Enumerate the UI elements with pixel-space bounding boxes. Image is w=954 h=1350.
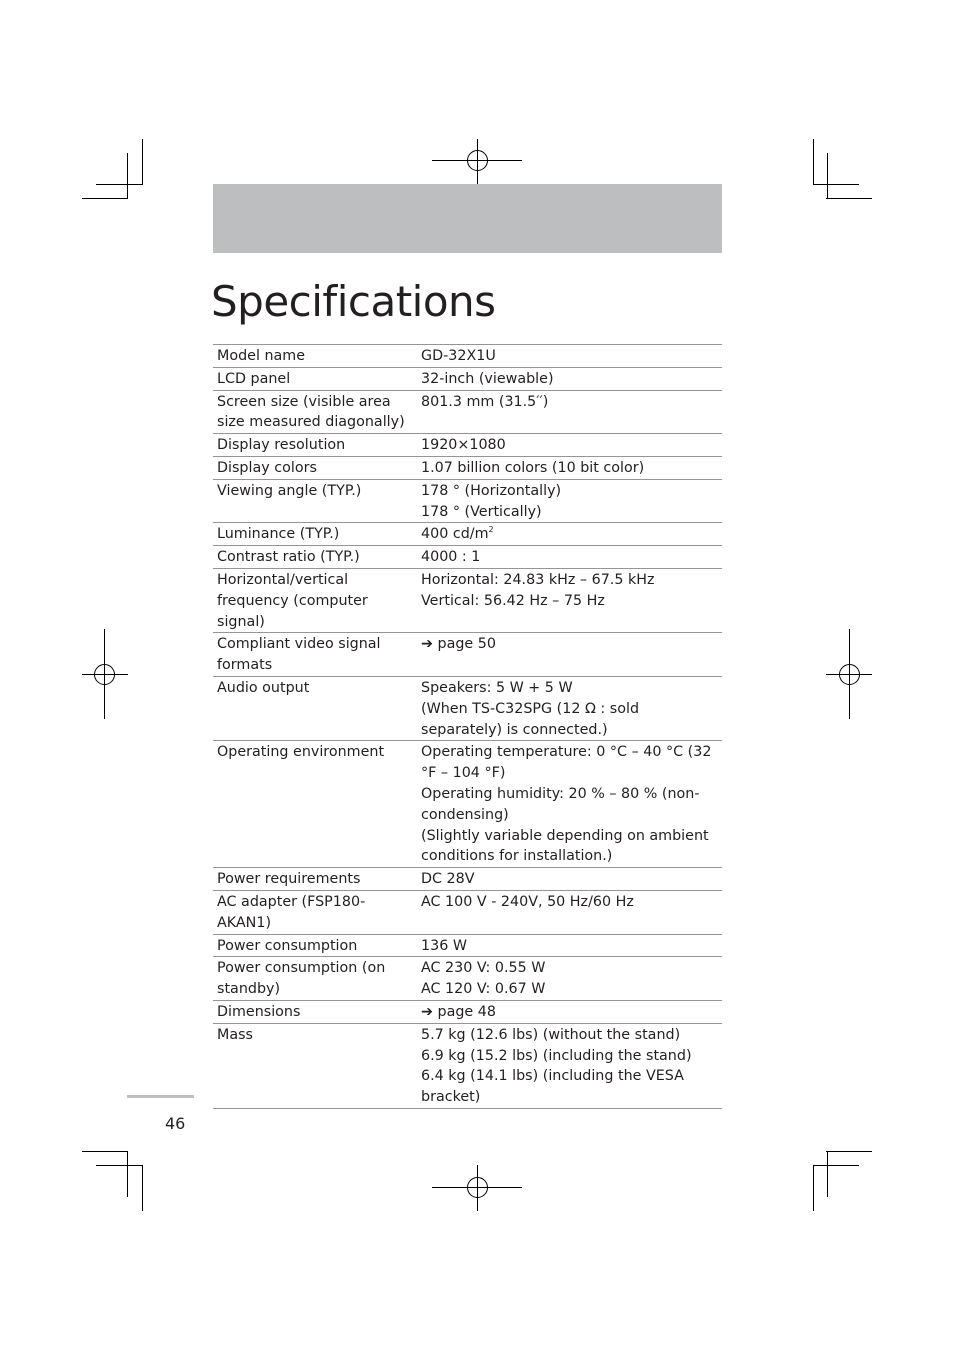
- crop-mark: [82, 198, 128, 199]
- spec-label: Audio output: [217, 679, 310, 696]
- spec-value-line: [421, 634, 718, 655]
- spec-value-text: DC 28V: [421, 871, 475, 888]
- spec-value: [417, 523, 722, 546]
- spec-value-line: [421, 502, 718, 523]
- registration-circle: [839, 664, 860, 685]
- specifications-table: [213, 344, 722, 1109]
- crop-mark: [813, 184, 859, 185]
- table-row: [213, 676, 722, 740]
- spec-value-text: (When TS-C32SPG (12 Ω : sold separately) is connected.): [421, 700, 640, 738]
- spec-value-line: [421, 1025, 718, 1046]
- crop-mark: [813, 139, 814, 185]
- spec-value-line: [421, 369, 718, 390]
- spec-value: [417, 434, 722, 457]
- spec-value: [417, 676, 722, 740]
- spec-value-line: [421, 936, 718, 957]
- spec-value: [417, 546, 722, 569]
- spec-value: [417, 568, 722, 632]
- registration-circle: [467, 150, 488, 171]
- spec-label: Power requirements: [217, 871, 361, 888]
- spec-value-text: 32-inch (viewable): [421, 370, 554, 387]
- spec-value-line: [421, 958, 718, 979]
- spec-value-text: AC 120 V: 0.67 W: [421, 981, 546, 998]
- page-number-rule: [127, 1095, 194, 1098]
- spec-label: Model name: [217, 348, 306, 364]
- spec-value: [417, 390, 722, 434]
- spec-value-text: Vertical: 56.42 Hz – 75 Hz: [421, 592, 605, 609]
- spec-value-text: AC 230 V: 0.55 W: [421, 960, 546, 977]
- spec-value: [417, 868, 722, 891]
- table-row: [213, 868, 722, 891]
- spec-label: Horizontal/vertical frequency (computer signal): [217, 571, 368, 630]
- spec-value: [417, 1000, 722, 1023]
- spec-value-line: [421, 678, 718, 699]
- table-row: [213, 890, 722, 934]
- table-row: [213, 434, 722, 457]
- crop-mark: [813, 1165, 814, 1211]
- crop-mark: [82, 1151, 128, 1152]
- crop-mark: [96, 184, 142, 185]
- spec-value-line: [421, 458, 718, 479]
- table-row: [213, 523, 722, 546]
- spec-label: Viewing angle (TYP.): [217, 482, 362, 499]
- spec-value-text: 1920×1080: [421, 437, 506, 454]
- spec-value: [417, 345, 722, 368]
- spec-label: Luminance (TYP.): [217, 526, 340, 543]
- spec-value-text: Operating humidity: 20 % – 80 % (non-condensing): [421, 785, 700, 823]
- spec-value: [417, 1023, 722, 1108]
- table-row: [213, 479, 722, 523]
- crop-mark: [127, 1151, 128, 1197]
- spec-value: [417, 479, 722, 523]
- crop-mark: [813, 1165, 859, 1166]
- spec-label: Dimensions: [217, 1003, 301, 1020]
- spec-value-text: 5.7 kg (12.6 lbs) (without the stand): [421, 1026, 681, 1043]
- spec-value-text: 6.4 kg (14.1 lbs) (including the VESA bracket): [421, 1068, 684, 1106]
- spec-label: Power consumption: [217, 937, 358, 954]
- unit-superscript: 2: [488, 525, 494, 535]
- spec-value-text: 4000 : 1: [421, 549, 481, 566]
- header-band: [213, 184, 722, 253]
- spec-value-text: 1.07 billion colors (10 bit color): [421, 459, 645, 476]
- spec-label: Display resolution: [217, 437, 346, 454]
- spec-value-line: [421, 826, 718, 868]
- table-row: [213, 1023, 722, 1108]
- spec-value-text: ➔ page 48: [421, 1003, 496, 1020]
- crop-mark: [826, 198, 872, 199]
- spec-value-line: [421, 435, 718, 456]
- page-number: 46: [165, 1114, 186, 1133]
- table-row: [213, 934, 722, 957]
- crop-mark: [96, 1165, 142, 1166]
- spec-value-line: [421, 524, 718, 545]
- registration-circle: [467, 1177, 488, 1198]
- page-title: Specifications: [211, 277, 496, 326]
- spec-value-line: [421, 346, 718, 367]
- spec-value-text: 178 ° (Horizontally): [421, 482, 562, 499]
- spec-label: Mass: [217, 1026, 253, 1043]
- table-row: [213, 367, 722, 390]
- spec-value-text: Speakers: 5 W + 5 W: [421, 679, 573, 696]
- spec-label: Compliant video signal formats: [217, 636, 381, 674]
- spec-label: LCD panel: [217, 370, 291, 387]
- crop-mark: [826, 1151, 872, 1152]
- crop-mark: [142, 139, 143, 185]
- spec-value-text: 136 W: [421, 937, 467, 954]
- spec-value-text: (Slightly variable depending on ambient conditions for installation.): [421, 827, 709, 865]
- spec-value-line: [421, 869, 718, 890]
- spec-value: [417, 456, 722, 479]
- spec-label: Screen size (visible area size measured diagonally): [217, 393, 405, 431]
- crop-mark: [127, 153, 128, 199]
- spec-value-line: [421, 1046, 718, 1067]
- spec-label: Contrast ratio (TYP.): [217, 549, 360, 566]
- spec-value: [417, 957, 722, 1001]
- table-row: [213, 957, 722, 1001]
- spec-value-line: [421, 892, 718, 913]
- spec-value-text: 6.9 kg (15.2 lbs) (including the stand): [421, 1047, 692, 1064]
- spec-label: Operating environment: [217, 744, 385, 761]
- spec-value-text: Operating temperature: 0 °C – 40 °C (32 °F – 104 °F): [421, 744, 712, 782]
- spec-label: Power consumption (on standby): [217, 960, 386, 998]
- spec-value-text: 801.3 mm (31.5′′): [421, 393, 549, 410]
- table-row: [213, 633, 722, 677]
- spec-value-line: [421, 570, 718, 591]
- table-row: [213, 741, 722, 868]
- spec-value: [417, 741, 722, 868]
- table-row: [213, 546, 722, 569]
- spec-value-line: [421, 591, 718, 612]
- spec-value-line: [421, 1002, 718, 1023]
- crop-mark: [827, 1151, 828, 1197]
- table-row: [213, 456, 722, 479]
- crop-mark: [827, 153, 828, 199]
- spec-value-text: 178 ° (Vertically): [421, 503, 542, 520]
- spec-value-line: [421, 742, 718, 784]
- spec-label: Display colors: [217, 459, 317, 476]
- spec-value-text: 400 cd/m: [421, 526, 489, 543]
- table-row: [213, 345, 722, 368]
- spec-value-line: [421, 699, 718, 741]
- table-row: [213, 568, 722, 632]
- spec-value-text: ➔ page 50: [421, 636, 496, 653]
- spec-value: [417, 367, 722, 390]
- spec-value-line: [421, 784, 718, 826]
- spec-value: [417, 633, 722, 677]
- spec-value-line: [421, 1066, 718, 1108]
- table-row: [213, 390, 722, 434]
- spec-value-line: [421, 547, 718, 568]
- spec-label: AC adapter (FSP180-AKAN1): [217, 893, 366, 931]
- spec-value-line: [421, 481, 718, 502]
- spec-value-line: [421, 392, 718, 413]
- spec-value: [417, 890, 722, 934]
- spec-value-text: AC 100 V - 240V, 50 Hz/60 Hz: [421, 893, 634, 910]
- table-row: [213, 1000, 722, 1023]
- spec-value-text: GD-32X1U: [421, 348, 496, 364]
- spec-value-line: [421, 979, 718, 1000]
- spec-value-text: Horizontal: 24.83 kHz – 67.5 kHz: [421, 571, 655, 588]
- registration-circle: [94, 664, 115, 685]
- spec-value: [417, 934, 722, 957]
- crop-mark: [142, 1165, 143, 1211]
